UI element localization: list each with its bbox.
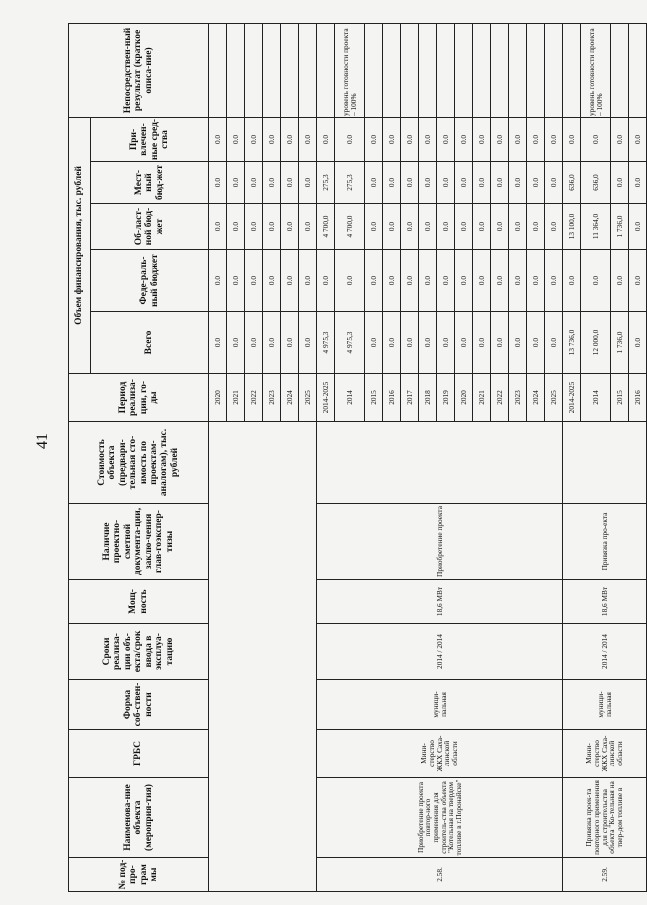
- cell-period: 2023: [263, 374, 281, 422]
- cell-total: 0.0: [209, 312, 227, 374]
- cell-local: 0.0: [629, 162, 647, 204]
- cell-attracted: 0.0: [473, 117, 491, 161]
- cell-result: [419, 23, 437, 117]
- cell-total: 12 000,0: [581, 312, 611, 374]
- cell-regional: 0.0: [227, 204, 245, 250]
- cell-total: 0.0: [629, 312, 647, 374]
- cell-federal: 0.0: [509, 250, 527, 312]
- cell-result: [365, 23, 383, 117]
- object-name: Привязка проек-та повторного применения для строительства объекта "Ко-тельная на твер-дом топливе в: [563, 778, 647, 858]
- cell-regional: 11 364,0: [581, 204, 611, 250]
- cell-federal: 0.0: [419, 250, 437, 312]
- cell-attracted: 0.0: [545, 117, 563, 161]
- cell-result: [527, 23, 545, 117]
- header-period: Период реализа-ции, го-ды: [69, 374, 209, 422]
- cell-attracted: 0.0: [509, 117, 527, 161]
- cell-period: 2022: [491, 374, 509, 422]
- cell-local: 275,3: [335, 162, 365, 204]
- cell-federal: 0.0: [401, 250, 419, 312]
- cell-period: 2016: [383, 374, 401, 422]
- cell-regional: 0.0: [209, 204, 227, 250]
- cell-total: 0.0: [281, 312, 299, 374]
- cell-attracted: 0.0: [527, 117, 545, 161]
- cell-total: 1 736,0: [611, 312, 629, 374]
- cell-federal: 0.0: [581, 250, 611, 312]
- cell-federal: 0.0: [227, 250, 245, 312]
- object-cost: [563, 422, 647, 504]
- object-grbs: Мини-стерство ЖКХ Саха-линской области: [317, 730, 563, 778]
- cell-result: [227, 23, 245, 117]
- cell-attracted: 0.0: [209, 117, 227, 161]
- cell-local: 0.0: [419, 162, 437, 204]
- cell-total: 0.0: [455, 312, 473, 374]
- cell-total: 0.0: [545, 312, 563, 374]
- cell-attracted: 0.0: [437, 117, 455, 161]
- cell-attracted: 0.0: [419, 117, 437, 161]
- cell-regional: 13 100,0: [563, 204, 581, 250]
- cell-period: 2021: [227, 374, 245, 422]
- table-row: [563, 23, 581, 891]
- cell-regional: 4 700,0: [335, 204, 365, 250]
- cell-period: 2025: [299, 374, 317, 422]
- cell-federal: 0.0: [365, 250, 383, 312]
- cell-period: 2018: [419, 374, 437, 422]
- cell-regional: 0.0: [545, 204, 563, 250]
- cell-attracted: 0.0: [281, 117, 299, 161]
- cell-period: 2014: [581, 374, 611, 422]
- header-documentation: Наличие проектно-сметной документа-ции, заклю-чения глав-гоэкспер-тизы: [69, 504, 209, 580]
- cell-total: 0.0: [473, 312, 491, 374]
- cell-attracted: 0.0: [245, 117, 263, 161]
- table-wrapper: [68, 24, 642, 892]
- object-terms: 2014 / 2014: [563, 624, 647, 680]
- header-total: Всего: [91, 312, 209, 374]
- continued-object-cell: [209, 422, 317, 892]
- cell-result: [455, 23, 473, 117]
- cell-result: [263, 23, 281, 117]
- cell-result: [491, 23, 509, 117]
- cell-regional: 0.0: [419, 204, 437, 250]
- cell-total: 0.0: [245, 312, 263, 374]
- header-attracted: При-влечен-ные сред-ства: [91, 117, 209, 161]
- cell-local: 0.0: [365, 162, 383, 204]
- cell-period: 2025: [545, 374, 563, 422]
- cell-regional: 0.0: [629, 204, 647, 250]
- cell-federal: 0.0: [383, 250, 401, 312]
- cell-period: 2017: [401, 374, 419, 422]
- cell-result: [299, 23, 317, 117]
- cell-total: 0.0: [491, 312, 509, 374]
- table-row: [209, 23, 227, 891]
- header-regional: Об-ласт-ной бюд-жет: [91, 204, 209, 250]
- cell-local: 0.0: [227, 162, 245, 204]
- object-num: 2.58.: [317, 858, 563, 892]
- cell-local: 0.0: [473, 162, 491, 204]
- object-ownership: муници-пальная: [317, 680, 563, 730]
- cell-federal: 0.0: [335, 250, 365, 312]
- cell-period: 2024: [281, 374, 299, 422]
- object-num: 2.59.: [563, 858, 647, 892]
- cell-result: [383, 23, 401, 117]
- cell-attracted: 0.0: [299, 117, 317, 161]
- cell-federal: 0.0: [209, 250, 227, 312]
- cell-local: 0.0: [383, 162, 401, 204]
- cell-result: [281, 23, 299, 117]
- cell-period: 2015: [611, 374, 629, 422]
- cell-attracted: 0.0: [581, 117, 611, 161]
- cell-federal: 0.0: [563, 250, 581, 312]
- header-grbs: ГРБС: [69, 730, 209, 778]
- cell-regional: 0.0: [437, 204, 455, 250]
- cell-regional: 0.0: [383, 204, 401, 250]
- cell-period: 2023: [509, 374, 527, 422]
- cell-result: [611, 23, 629, 117]
- cell-attracted: 0.0: [455, 117, 473, 161]
- cell-federal: 0.0: [299, 250, 317, 312]
- table-row: [317, 23, 335, 891]
- cell-federal: 0.0: [263, 250, 281, 312]
- cell-local: 0.0: [491, 162, 509, 204]
- header-num: № под-про-грам мы: [69, 858, 209, 892]
- cell-regional: 0.0: [491, 204, 509, 250]
- cell-local: 0.0: [611, 162, 629, 204]
- header-name: Наименова-ние объекта (мероприя-тия): [69, 778, 209, 858]
- cell-attracted: 0.0: [227, 117, 245, 161]
- cell-total: 4 975,3: [317, 312, 335, 374]
- cell-attracted: 0.0: [563, 117, 581, 161]
- cell-regional: 0.0: [527, 204, 545, 250]
- cell-result: [563, 23, 581, 117]
- cell-total: 0.0: [299, 312, 317, 374]
- cell-local: 636,0: [581, 162, 611, 204]
- cell-period: 2020: [455, 374, 473, 422]
- cell-result: [401, 23, 419, 117]
- header-ownership: Форма соб-ствен-ности: [69, 680, 209, 730]
- cell-local: 0.0: [263, 162, 281, 204]
- cell-total: 0.0: [365, 312, 383, 374]
- cell-regional: 0.0: [281, 204, 299, 250]
- cell-total: 0.0: [263, 312, 281, 374]
- cell-result: [317, 23, 335, 117]
- object-cost: [317, 422, 563, 504]
- cell-local: 0.0: [209, 162, 227, 204]
- cell-local: 0.0: [455, 162, 473, 204]
- cell-local: 0.0: [401, 162, 419, 204]
- financing-table: [68, 23, 647, 892]
- cell-period: 2014-2025: [317, 374, 335, 422]
- cell-attracted: 0.0: [629, 117, 647, 161]
- cell-regional: 4 700,0: [317, 204, 335, 250]
- cell-regional: 0.0: [473, 204, 491, 250]
- cell-total: 0.0: [383, 312, 401, 374]
- cell-result: [473, 23, 491, 117]
- object-capacity: 18,6 МВт: [563, 580, 647, 624]
- header-result: Непосредствен-ный результат (краткое описа-ние): [69, 23, 209, 117]
- cell-regional: 0.0: [455, 204, 473, 250]
- cell-regional: 0.0: [263, 204, 281, 250]
- cell-regional: 0.0: [365, 204, 383, 250]
- cell-federal: 0.0: [545, 250, 563, 312]
- header-terms: Сроки реализа-ции объ-екта/срок ввода в эксплуа-тацию: [69, 624, 209, 680]
- cell-total: 0.0: [401, 312, 419, 374]
- cell-period: 2014-2025: [563, 374, 581, 422]
- cell-regional: 0.0: [245, 204, 263, 250]
- cell-result: [545, 23, 563, 117]
- cell-result: [245, 23, 263, 117]
- cell-local: 275,3: [317, 162, 335, 204]
- cell-federal: 0.0: [611, 250, 629, 312]
- cell-local: 0.0: [299, 162, 317, 204]
- cell-attracted: 0.0: [317, 117, 335, 161]
- cell-local: 0.0: [437, 162, 455, 204]
- header-financing-group: Объем финансирования, тыс. рублей: [69, 117, 91, 373]
- cell-period: 2019: [437, 374, 455, 422]
- cell-local: 0.0: [527, 162, 545, 204]
- cell-attracted: 0.0: [611, 117, 629, 161]
- cell-attracted: 0.0: [491, 117, 509, 161]
- object-name: Приобретение проекта повтор-ного применения для строитель-ства объекта "Котельная на твердом топливе в г.Поронайске": [317, 778, 563, 858]
- cell-federal: 0.0: [245, 250, 263, 312]
- cell-federal: 0.0: [281, 250, 299, 312]
- cell-result: [437, 23, 455, 117]
- cell-period: 2015: [365, 374, 383, 422]
- object-terms: 2014 / 2014: [317, 624, 563, 680]
- cell-result: [209, 23, 227, 117]
- cell-total: 0.0: [227, 312, 245, 374]
- cell-result: уровень готовности проекта – 100%: [581, 23, 611, 117]
- cell-attracted: 0.0: [401, 117, 419, 161]
- cell-total: 0.0: [419, 312, 437, 374]
- cell-attracted: 0.0: [263, 117, 281, 161]
- cell-federal: 0.0: [473, 250, 491, 312]
- cell-federal: 0.0: [527, 250, 545, 312]
- header-cost: Стоимость объекта (предвари-тельная сто-имость по проектам-аналогам), тыс. рублей: [69, 422, 209, 504]
- page-number: 41: [34, 433, 51, 449]
- object-documentation: Приобретение проекта: [317, 504, 563, 580]
- cell-local: 636,0: [563, 162, 581, 204]
- object-capacity: 18,6 МВт: [317, 580, 563, 624]
- header-local: Мест-ный бюд-жет: [91, 162, 209, 204]
- cell-attracted: 0.0: [335, 117, 365, 161]
- cell-local: 0.0: [545, 162, 563, 204]
- cell-total: 0.0: [509, 312, 527, 374]
- object-grbs: Мини-стерство ЖКХ Саха-линской области: [563, 730, 647, 778]
- object-documentation: Привязка про-екта: [563, 504, 647, 580]
- cell-regional: 1 736,0: [611, 204, 629, 250]
- cell-federal: 0.0: [317, 250, 335, 312]
- header-federal: Феде-раль-ный бюджет: [91, 250, 209, 312]
- cell-regional: 0.0: [401, 204, 419, 250]
- cell-local: 0.0: [245, 162, 263, 204]
- cell-local: 0.0: [509, 162, 527, 204]
- cell-result: [629, 23, 647, 117]
- cell-total: 0.0: [437, 312, 455, 374]
- cell-period: 2014: [335, 374, 365, 422]
- cell-federal: 0.0: [455, 250, 473, 312]
- cell-local: 0.0: [281, 162, 299, 204]
- cell-federal: 0.0: [629, 250, 647, 312]
- cell-period: 2016: [629, 374, 647, 422]
- cell-result: [509, 23, 527, 117]
- header-capacity: Мощ-ность: [69, 580, 209, 624]
- cell-total: 0.0: [527, 312, 545, 374]
- cell-result: уровень готовности проекта – 100%: [335, 23, 365, 117]
- cell-attracted: 0.0: [383, 117, 401, 161]
- cell-period: 2020: [209, 374, 227, 422]
- cell-total: 4 975,3: [335, 312, 365, 374]
- cell-federal: 0.0: [491, 250, 509, 312]
- cell-regional: 0.0: [509, 204, 527, 250]
- cell-total: 13 736,0: [563, 312, 581, 374]
- cell-period: 2021: [473, 374, 491, 422]
- object-ownership: муници-пальная: [563, 680, 647, 730]
- cell-period: 2022: [245, 374, 263, 422]
- cell-period: 2024: [527, 374, 545, 422]
- cell-federal: 0.0: [437, 250, 455, 312]
- cell-regional: 0.0: [299, 204, 317, 250]
- cell-attracted: 0.0: [365, 117, 383, 161]
